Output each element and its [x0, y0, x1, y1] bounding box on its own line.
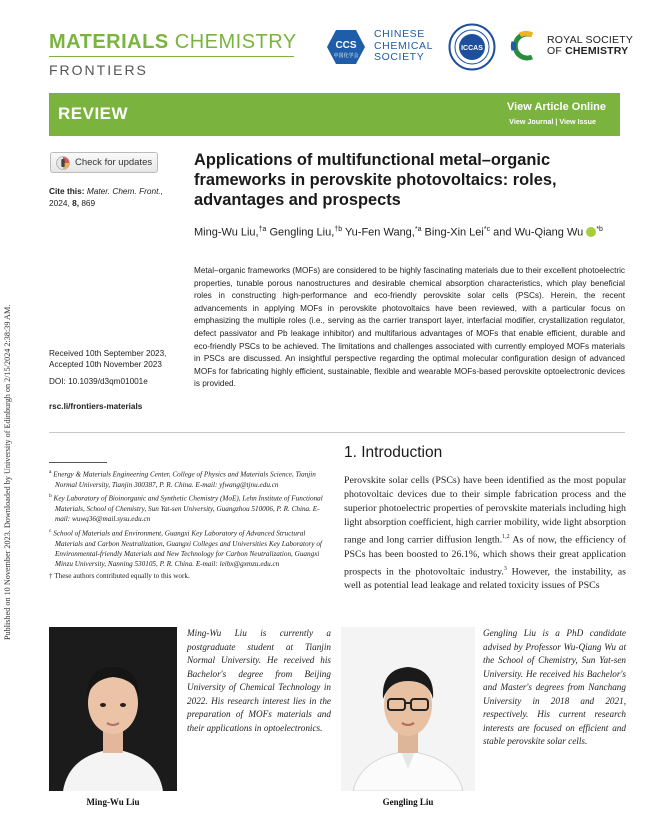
author-sup: *b — [596, 226, 603, 233]
check-for-updates-label: Check for updates — [75, 157, 153, 168]
author-name[interactable]: Yu-Fen Wang, — [344, 226, 415, 239]
author-photo-caption: Gengling Liu — [382, 797, 434, 807]
section-divider — [49, 432, 625, 433]
introduction-body — [344, 474, 626, 593]
ccs-mark: CCS — [335, 40, 357, 51]
check-for-updates-button[interactable] — [50, 152, 158, 173]
author-photo — [341, 627, 475, 791]
journal-title-bold: MATERIALS — [49, 31, 169, 53]
author-photo-caption: Ming-Wu Liu — [86, 797, 140, 807]
abstract: Metal–organic frameworks (MOFs) are considered to be highly fascinating materials due to their excellent photoelectric properties, tunable porous nanostructures and desirable chemical absorption characteristics, which play beneficial roles in constructing high-performance and eco-friendly perovskite solar cells (PSCs). Herein, the recent advancements in applying MOFs in perovskite photovoltaics have been reviewed, with a particular focus on emphasizing the multiple roles (i.e., serving as the carrier transport layer, interfacial modifier, crystallization regulator, defect passivator and Pb leakage inhibitor) and multifarious advantages of MOFs that enable efficient, durable and eco-friendly PSCs to be achieved. The limitations and challenges associated with currently employed MOFs materials in PSCs are discussed. An insightful perspective regarding the optimal molecular configuration design of advanced MOFs for fabricating highly efficient, sustainable, flexible and wearable MOFs-based perovskite optoelectronic devices is provided. — [194, 266, 625, 389]
rsc-logo-icon[interactable] — [510, 30, 540, 62]
publication-stamp: Published on 10 November 2023. Downloaded by University of Edinburgh on 2/15/2024 2:38:39 AM. — [3, 304, 12, 640]
rsc-li-link[interactable]: rsc.li/frontiers-materials — [49, 402, 143, 411]
ccs-line: SOCIETY — [374, 51, 425, 63]
ccs-logo-icon[interactable] — [326, 29, 366, 65]
doi-link[interactable]: DOI: 10.1039/d3qm01001e — [49, 377, 148, 386]
cite-volume: 8, — [72, 197, 79, 208]
author-list — [194, 222, 624, 241]
journal-title-light: CHEMISTRY — [174, 31, 297, 53]
introduction-heading: 1. Introduction — [344, 444, 443, 461]
rsc-line-1: ROYAL SOCIETY — [547, 34, 634, 46]
ccs-line: CHINESE — [374, 28, 425, 40]
ccs-name — [374, 29, 446, 64]
affiliation-item — [49, 526, 334, 570]
cite-journal: Mater. Chem. Front., — [86, 186, 164, 196]
author-name[interactable]: and Wu-Qiang Wu — [493, 226, 584, 239]
portrait-illustration — [49, 627, 177, 791]
reference-link[interactable]: 1,2 — [502, 534, 510, 541]
rsc-line-2 — [547, 46, 633, 57]
author-name[interactable]: Bing-Xin Lei — [424, 226, 484, 239]
reference-link[interactable]: 3 — [503, 565, 507, 572]
intro-text: Perovskite solar cells (PSCs) have been identified as the most popular photovoltaic devices due to their simple fabrication process and the superior photoelectric properties of perovskite materials including high light absorption coefficient, high carrier mobility, wide light absorption range and long carrier diffusion length. — [344, 475, 626, 546]
view-journal-issue-links[interactable]: View Journal | View Issue — [509, 117, 596, 126]
affiliation-item — [49, 467, 334, 490]
author-sup: †b — [334, 226, 343, 233]
rsc-name — [547, 35, 633, 57]
journal-underline — [49, 56, 294, 57]
iccas-logo-icon[interactable] — [448, 23, 496, 71]
affiliation-sup: b — [49, 493, 52, 500]
author-bio: Gengling Liu is a PhD candidate advised by Professor Wu-Qiang Wu at the School of Chemistry, Sun Yat-sen University. He received his Bachelor's and Master's degrees from Nanchang University in 2018 and 2021, respectively. His current research interests are focused on efficient and stable perovskite solar cells. — [483, 628, 626, 746]
author-photo — [49, 627, 177, 791]
iccas-mark: ICCAS — [461, 45, 483, 52]
equal-contribution-note: † These authors contributed equally to this work. — [49, 571, 190, 580]
received-date: Received 10th September 2023, — [49, 349, 167, 358]
journal-title[interactable] — [49, 31, 297, 54]
section-banner — [49, 93, 620, 136]
author-bio: Ming-Wu Liu is currently a postgraduate student at Tianjin Normal University. He received his Bachelor's degree from Beijing University of Chemical Technology in 2022. His research interest lies in the preparation of MOFs materials and their applications in optoelectronics. — [187, 628, 331, 733]
orcid-icon[interactable] — [586, 227, 596, 237]
affiliation-text: Key Laboratory of Bioinorganic and Synthetic Chemistry (MoE), Lehn Institute of Functional Materials, School of Chemistry, Sun Yat-sen University, Guangzhou 510006, P. R. China. E-mail: wuwq36@mail.sysu.edu.cn — [53, 494, 323, 524]
author-sup: †a — [258, 226, 267, 233]
intro-text: As of now, the efficiency of PSCs has been boosted to 26.1%, which shows their great application prospects in the photovoltaic industry. — [344, 534, 626, 578]
rsc-bold: CHEMISTRY — [565, 45, 629, 57]
portrait-illustration — [341, 627, 475, 791]
accepted-date: Accepted 10th November 2023 — [49, 359, 162, 369]
affiliations-footnote — [49, 462, 334, 582]
author-sup: *c — [483, 226, 491, 233]
cite-page: 869 — [81, 197, 96, 208]
intro-text: However, the instability, as well as potential lead leakage and related toxicity issues of PSCs — [344, 566, 626, 592]
author-name[interactable]: Gengling Liu, — [269, 226, 335, 239]
citation-line-2 — [49, 198, 179, 210]
ccs-small: 中国化学会 — [333, 53, 359, 59]
cite-year: 2024, — [49, 197, 70, 208]
received-accepted-dates — [49, 349, 166, 370]
article-title: Applications of multifunctional metal–organic frameworks in perovskite photovoltaics: roles, advantages and prospects — [194, 151, 557, 209]
affiliation-text: School of Materials and Environment, Guangxi Key Laboratory of Advanced Structural Materials and Carbon Neutralization, Guangxi Colleges and Universities Key Laboratory of Environmental-friendly Materials and New Technology for Carbon Neutralization, Guangxi Minzu University, Nanning 530105, P. R. China. E-mail: leibx@gxmzu.edu.cn — [53, 529, 322, 569]
author-sup: *a — [414, 226, 422, 233]
view-article-online-link[interactable]: View Article Online — [506, 101, 606, 113]
crossmark-icon — [56, 156, 70, 170]
affiliation-sup: a — [49, 469, 52, 475]
citation-line-1 — [49, 186, 179, 198]
footnote-rule — [49, 462, 107, 463]
journal-subtitle: FRONTIERS — [49, 62, 148, 78]
rsc-prefix: OF — [547, 45, 562, 57]
author-name[interactable]: Ming-Wu Liu, — [194, 226, 259, 239]
affiliation-item — [49, 491, 334, 525]
ccs-line: CHEMICAL — [374, 39, 434, 52]
article-type-label: REVIEW — [58, 104, 129, 123]
cite-prefix: Cite this: — [49, 186, 85, 196]
citation-block — [49, 186, 179, 209]
affiliation-text: Energy & Materials Engineering Center, College of Physics and Materials Science, Tianjin Normal University, Tianjin 300387, P. R. China. E-mail: yfwang@tjnu.edu.cn — [53, 470, 316, 489]
affiliation-sup: c — [49, 527, 52, 534]
